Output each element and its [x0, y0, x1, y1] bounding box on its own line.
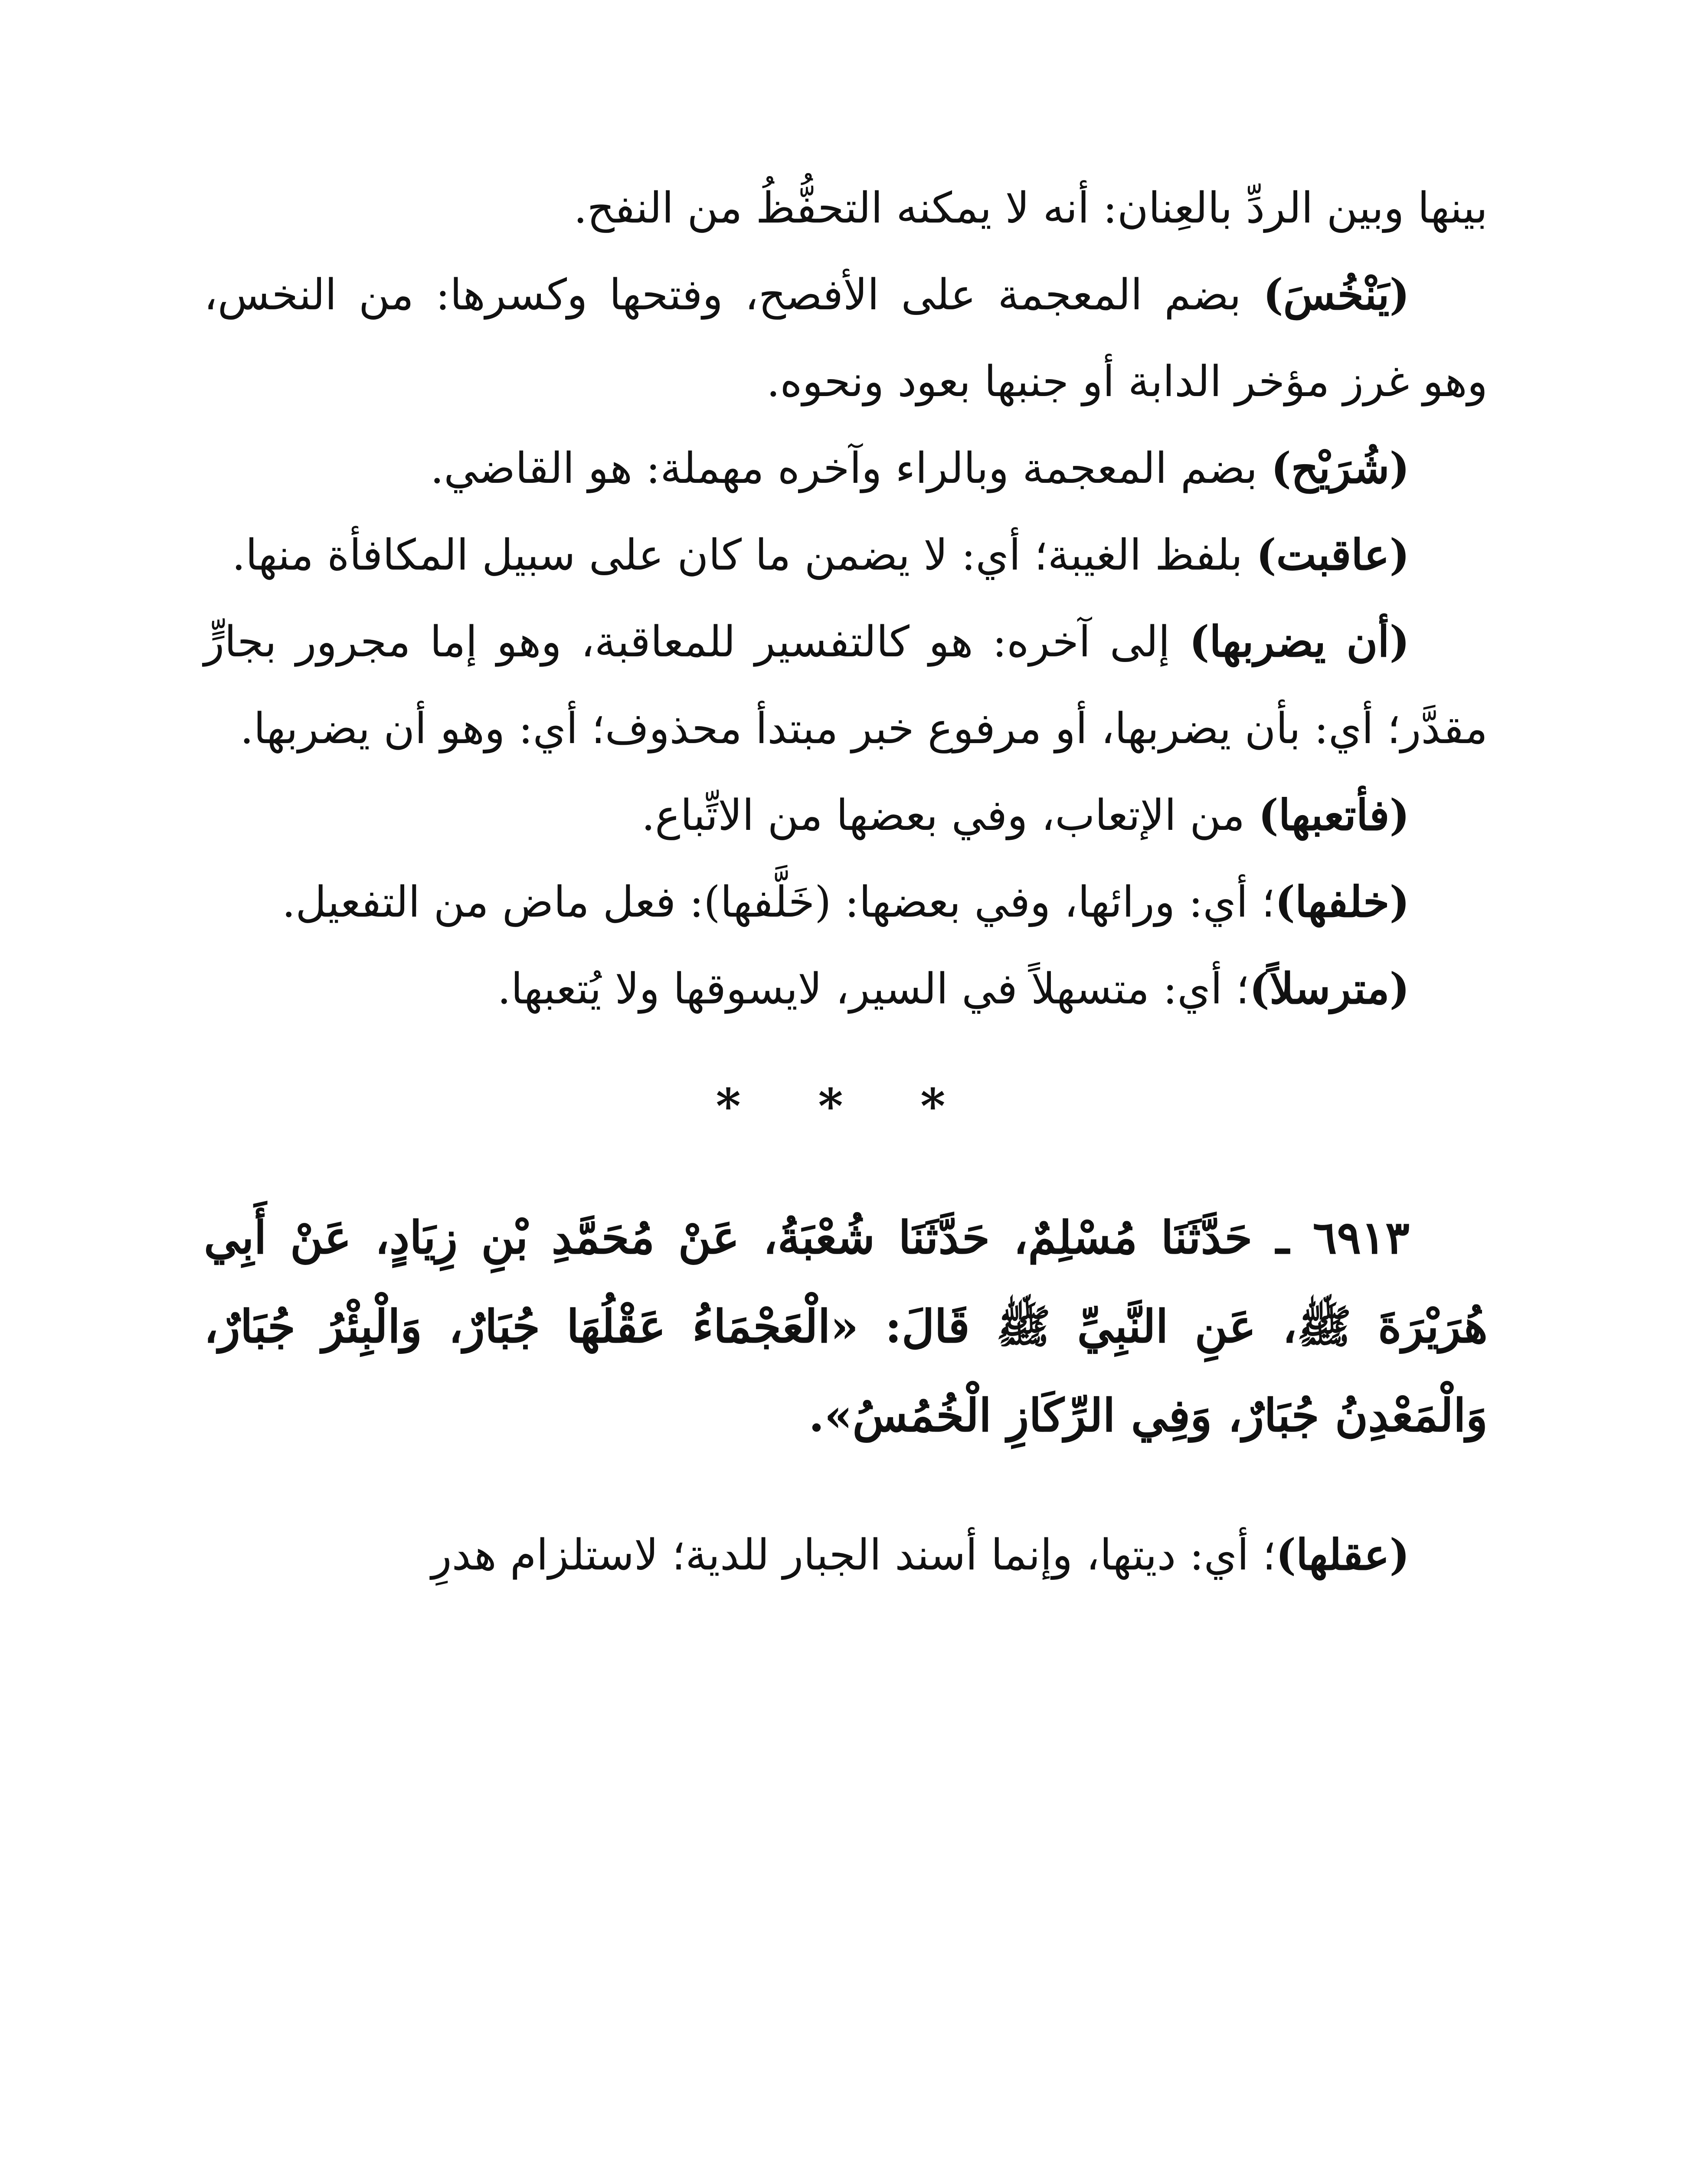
hadith-text: ٦٩١٣ ـ حَدَّثَنَا مُسْلِمٌ، حَدَّثَنَا شُعْبَةُ، عَنْ مُحَمَّدِ بْنِ زِيَادٍ، عَنْ أَبِي هُرَيْرَةَ ﷺ، عَنِ النَّبِيِّ ﷺ قَالَ: «الْعَجْمَاءُ عَقْلُهَا جُبَارٌ، وَالْبِئْرُ جُبَارٌ، وَالْمَعْدِنُ جُبَارٌ، وَفِي الرِّكَازِ الْخُمُسُ». — [204, 1211, 1488, 1442]
paragraph-text: بينها وبين الردِّ بالعِنان: أنه لا يمكنه التحفُّظُ من النفح. — [573, 183, 1488, 233]
paragraph-text: ؛ أي: ديتها، وإنما أسند الجبار للدية؛ لاستلزام هدرِ — [431, 1530, 1276, 1580]
lemma-term: (يَنْخُسَ) — [1263, 270, 1410, 320]
paragraph-text: من الإتعاب، وفي بعضها من الاتِّباع. — [641, 791, 1259, 840]
lemma-term: (خلفها) — [1275, 877, 1410, 927]
lemma-term: (شُرَيْح) — [1271, 443, 1410, 493]
paragraph-text: بلفظ الغيبة؛ أي: لا يضمن ما كان على سبيل المكافأة منها. — [232, 531, 1256, 580]
lemma-term: (مترسلاً) — [1249, 964, 1410, 1014]
page-body — [204, 165, 1488, 1599]
paragraph-text: بضم المعجمة وبالراء وآخره مهملة: هو القاضي. — [430, 444, 1271, 493]
lemma-term: (فأتعبها) — [1258, 790, 1410, 840]
paragraph-aqabat — [204, 512, 1488, 599]
section-separator: * * * — [716, 1078, 976, 1134]
paragraph-yankhus — [204, 252, 1488, 425]
paragraph-an-yadribaha — [204, 599, 1488, 772]
paragraph-aqluha — [204, 1512, 1488, 1599]
paragraph-khalfaha — [204, 859, 1488, 946]
paragraph-text: ؛ أي: متسهلاً في السير، لايسوقها ولا يُتعبها. — [497, 964, 1250, 1014]
lemma-term: (عقلها) — [1276, 1530, 1410, 1580]
lemma-term: (عاقبت) — [1256, 530, 1410, 580]
paragraph-text: ؛ أي: ورائها، وفي بعضها: (خَلَّفها): فعل ماض من التفعيل. — [282, 878, 1275, 927]
paragraph-shurayh — [204, 425, 1488, 512]
paragraph-mutarassilan — [204, 946, 1488, 1032]
paragraph-intro — [204, 165, 1488, 252]
paragraph-fatabaha — [204, 772, 1488, 859]
lemma-term: (أن يضربها) — [1189, 617, 1410, 667]
paragraph-text: بضم المعجمة على الأفصح، وفتحها وكسرها: من النخس، وهو غرز مؤخر الدابة أو جنبها بعود ونحوه. — [204, 270, 1488, 406]
paragraph-text: إلى آخره: هو كالتفسير للمعاقبة، وهو إما مجرور بجارٍّ مقدَّر؛ أي: بأن يضربها، أو مرفوع خبر مبتدأ محذوف؛ أي: وهو أن يضربها. — [204, 617, 1488, 754]
